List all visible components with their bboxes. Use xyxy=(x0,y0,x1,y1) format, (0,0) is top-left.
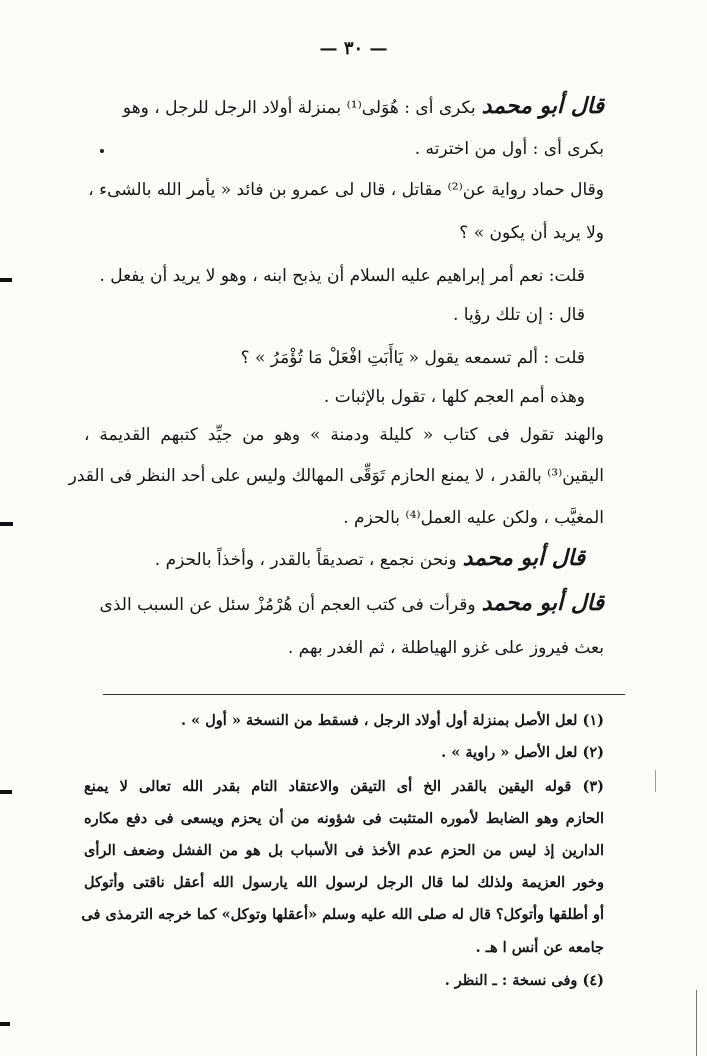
scan-speck xyxy=(100,149,104,153)
footnote-line: (١) لعل الأصل بمنزلة أول أولاد الرجل ، فسقط من النسخة « أول » . xyxy=(181,712,604,729)
scan-edge-line xyxy=(696,990,697,1056)
body-line: والهند تقول فى كتاب « كليلة ودمنة » وهو من جيِّد كتبهم القديمة ، xyxy=(84,425,604,445)
footnote-line: (٣) قوله اليقين بالقدر الخ أى التيقن والاعتقاد التام بقدر الله تعالى لا يمنع xyxy=(84,778,604,795)
scan-margin-mark xyxy=(0,790,12,794)
page-number: — ٣٠ — xyxy=(319,38,388,59)
section-keyword: قال أبو محمد xyxy=(481,93,604,119)
scan-margin-mark xyxy=(0,1022,10,1026)
body-line: قلت: نعم أمر إبراهيم عليه السلام أن يذبح ابنه ، وهو لا يريد أن يفعل . xyxy=(99,266,585,286)
body-line-text: وقرأت فى كتب العجم أن هُرْمُزْ سئل عن السبب الذى xyxy=(99,595,476,615)
section-keyword: قال أبو محمد xyxy=(462,545,585,571)
footnote-separator xyxy=(103,694,625,695)
section-keyword: قال أبو محمد xyxy=(481,590,604,616)
body-line: قلت : ألم تسمعه يقول « يَاأَبَتِ افْعَلْ مَا تُؤْمَرُ » ؟ xyxy=(240,348,585,368)
body-line-text: ونحن نجمع ، تصديقاً بالقدر ، وأخذاً بالحزم . xyxy=(154,550,457,570)
body-line: بكرى أى : أول من اخترته . xyxy=(414,139,604,159)
body-line: اليقين⁽³⁾ بالقدر ، لا يمنع الحازم تَوَقِّى المهالك وليس على أحد النظر فى القدر xyxy=(68,466,604,486)
scan-margin-mark xyxy=(0,278,12,282)
scan-margin-mark xyxy=(0,522,13,526)
body-line xyxy=(155,546,585,572)
body-line: ولا يريد أن يكون » ؟ xyxy=(459,223,604,243)
body-line: قال : إن تلك رؤيا . xyxy=(452,305,585,325)
footnote-line: وخور العزيمة ولذلك لما قال الرجل لرسول الله يارسول الله أعقل ناقتى وأتوكل xyxy=(84,874,604,891)
footnote-line: أو أطلقها وأتوكل؟ قال له صلى الله عليه وسلم «أعقلها وتوكل» كما خرجه الترمذى فى xyxy=(81,906,604,923)
footnote-line: الحازم وهو الضابط لأموره المتثبت فى شؤونه من أن يحزم ويسعى فى دفع مكاره xyxy=(84,810,604,827)
footnote-line: جامعه عن أنس ا هـ . xyxy=(475,939,604,956)
body-line: وقال حماد رواية عن⁽²⁾ مقاتل ، قال لى عمرو بن فائد « يأمر الله بالشىء ، xyxy=(88,180,604,200)
body-line: بعث فيروز على غزو الهياطلة ، ثم الغدر بهم . xyxy=(287,638,604,658)
body-line xyxy=(100,591,604,617)
body-line: المغيَّب ، ولكن عليه العمل⁽⁴⁾ بالحزم . xyxy=(343,508,604,528)
footnote-line: (٤) وفى نسخة : ـ النظر . xyxy=(444,972,604,989)
footnote-line: (٢) لعل الأصل « راوية » . xyxy=(441,744,604,761)
scan-edge-line xyxy=(655,770,656,792)
footnote-line: الدارين إذ ليس من الحزم عدم الأخذ فى الأسباب بل هو من الفشل وضعف الرأى xyxy=(84,842,604,859)
body-line-text: بكرى أى : هُوَلى⁽¹⁾ بمنزلة أولاد الرجل للرجل ، وهو xyxy=(122,98,476,118)
body-line: وهذه أمم العجم كلها ، تقول بالإثبات . xyxy=(323,387,585,407)
body-line xyxy=(123,94,604,120)
